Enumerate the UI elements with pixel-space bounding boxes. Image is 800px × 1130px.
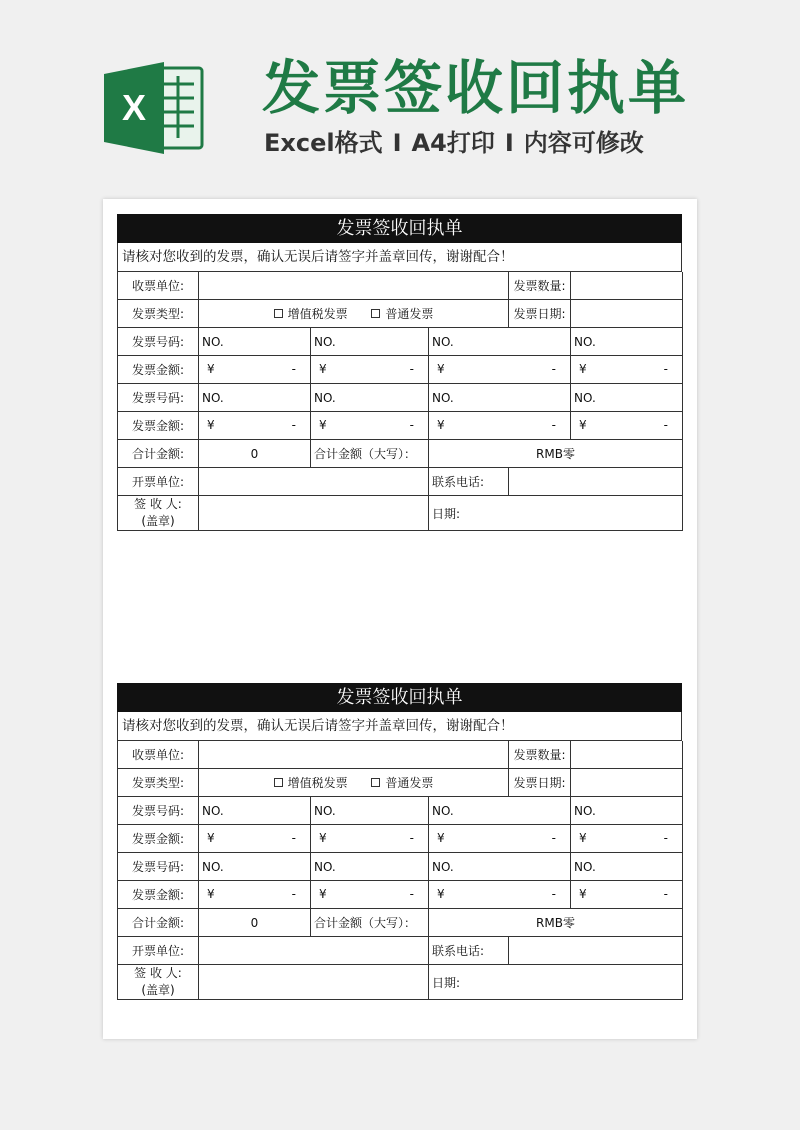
receiver-unit-field[interactable] [199, 272, 509, 300]
invoice-amount-label: 发票金额: [118, 825, 199, 853]
invoice-number-field[interactable]: NO. [429, 384, 571, 412]
subtitle-editable: 内容可修改 [523, 129, 644, 157]
table-row [118, 300, 683, 328]
invoice-date-field[interactable] [571, 300, 683, 328]
invoice-number-field[interactable]: NO. [571, 384, 683, 412]
yen-symbol: ¥ [319, 418, 327, 432]
receipt-form [117, 683, 682, 1000]
subtitle-separator: I [504, 129, 514, 157]
amount-value: - [551, 362, 557, 376]
invoice-amount-field[interactable] [199, 356, 311, 384]
amount-value: - [291, 887, 296, 901]
yen-symbol: ¥ [207, 418, 215, 432]
page-subtitle [264, 125, 644, 161]
phone-label: 联系电话: [429, 937, 509, 965]
excel-logo-icon [104, 60, 204, 156]
invoice-amount-field[interactable] [571, 825, 683, 853]
amount-value: - [291, 831, 296, 845]
invoice-amount-field[interactable] [571, 356, 683, 384]
invoice-amount-field[interactable] [199, 825, 311, 853]
yen-symbol: ¥ [579, 362, 587, 376]
invoice-type-options [199, 769, 509, 797]
invoice-number-field[interactable]: NO. [199, 853, 311, 881]
invoice-type-label: 发票类型: [118, 300, 199, 328]
total-amount-value[interactable]: 0 [199, 440, 311, 468]
table-row [118, 769, 683, 797]
receipt-form [117, 214, 682, 531]
table-row [118, 440, 683, 468]
date-field[interactable] [429, 496, 683, 531]
page-title: 发票签收回执单 [262, 54, 690, 122]
invoice-amount-field[interactable] [199, 881, 311, 909]
svg-text:X: X [121, 87, 147, 128]
subtitle-format: Excel格式 [264, 129, 383, 157]
table-row [118, 328, 683, 356]
seal-label: (盖章) [141, 514, 175, 528]
checkbox-icon[interactable] [274, 778, 283, 787]
invoice-number-field[interactable]: NO. [571, 797, 683, 825]
yen-symbol: ¥ [319, 887, 327, 901]
total-amount-label: 合计金额: [118, 440, 199, 468]
amount-value: - [409, 887, 414, 901]
normal-option[interactable] [371, 776, 433, 790]
invoice-number-field[interactable]: NO. [199, 384, 311, 412]
table-row [118, 741, 683, 769]
invoice-number-field[interactable]: NO. [429, 797, 571, 825]
receiver-unit-label: 收票单位: [118, 741, 199, 769]
table-row [118, 272, 683, 300]
date-label: 日期: [432, 506, 461, 521]
invoice-amount-field[interactable] [571, 412, 683, 440]
invoice-amount-field[interactable] [199, 412, 311, 440]
table-row [118, 965, 683, 1000]
invoice-amount-field[interactable] [429, 412, 571, 440]
table-row [118, 356, 683, 384]
amount-value: - [409, 831, 414, 845]
signature-field[interactable] [199, 965, 429, 1000]
total-upper-label: 合计金额（大写）： [311, 440, 429, 468]
normal-option-label: 普通发票 [385, 776, 434, 790]
signer-label-text: 签 收 人: [134, 497, 182, 511]
invoice-amount-field[interactable] [429, 356, 571, 384]
vat-option-label: 增值税发票 [287, 776, 348, 790]
yen-symbol: ¥ [207, 887, 215, 901]
table-row [118, 937, 683, 965]
invoice-number-field[interactable]: NO. [311, 797, 429, 825]
date-label: 日期: [432, 975, 461, 990]
total-amount-label: 合计金额: [118, 909, 199, 937]
total-upper-value[interactable]: RMB零 [429, 909, 683, 937]
receiver-unit-label: 收票单位: [118, 272, 199, 300]
form-title: 发票签收回执单 [117, 683, 682, 712]
invoice-type-options [199, 300, 509, 328]
invoice-number-label: 发票号码: [118, 328, 199, 356]
signer-label-text: 签 收 人: [134, 966, 182, 980]
table-row [118, 909, 683, 937]
table-row [118, 468, 683, 496]
invoice-amount-label: 发票金额: [118, 412, 199, 440]
table-row [118, 496, 683, 531]
table-row [118, 797, 683, 825]
invoice-amount-field[interactable] [311, 825, 429, 853]
form-title: 发票签收回执单 [117, 214, 682, 243]
yen-symbol: ¥ [437, 831, 445, 845]
page-header [0, 0, 800, 200]
issuer-unit-label: 开票单位: [118, 937, 199, 965]
invoice-count-field[interactable] [571, 741, 683, 769]
invoice-amount-label: 发票金额: [118, 881, 199, 909]
seal-label: (盖章) [141, 983, 175, 997]
checkbox-icon[interactable] [274, 309, 283, 318]
yen-symbol: ¥ [207, 831, 215, 845]
invoice-type-label: 发票类型: [118, 769, 199, 797]
amount-value: - [409, 362, 414, 376]
yen-symbol: ¥ [579, 887, 587, 901]
invoice-number-label: 发票号码: [118, 853, 199, 881]
table-row [118, 853, 683, 881]
yen-symbol: ¥ [579, 418, 587, 432]
table-row [118, 384, 683, 412]
yen-symbol: ¥ [319, 362, 327, 376]
table-row [118, 825, 683, 853]
invoice-date-field[interactable] [571, 769, 683, 797]
yen-symbol: ¥ [319, 831, 327, 845]
form-notice: 请核对您收到的发票，确认无误后请签字并盖章回传，谢谢配合！ [117, 712, 682, 741]
issuer-unit-label: 开票单位: [118, 468, 199, 496]
checkbox-icon[interactable] [371, 778, 380, 787]
invoice-number-field[interactable]: NO. [311, 328, 429, 356]
issuer-unit-field[interactable] [199, 937, 429, 965]
checkbox-icon[interactable] [371, 309, 380, 318]
invoice-number-field[interactable]: NO. [429, 328, 571, 356]
date-field[interactable] [429, 965, 683, 1000]
invoice-number-field[interactable]: NO. [311, 853, 429, 881]
subtitle-separator: I [392, 129, 402, 157]
amount-value: - [291, 362, 296, 376]
invoice-amount-field[interactable] [311, 881, 429, 909]
phone-label: 联系电话: [429, 468, 509, 496]
invoice-date-label: 发票日期: [509, 300, 571, 328]
invoice-amount-field[interactable] [429, 825, 571, 853]
invoice-date-label: 发票日期: [509, 769, 571, 797]
form-table [117, 741, 683, 1000]
invoice-count-label: 发票数量: [509, 741, 571, 769]
form-table [117, 272, 683, 531]
amount-value: - [663, 887, 669, 901]
amount-value: - [291, 418, 296, 432]
signer-label [118, 496, 199, 531]
document-page [103, 199, 697, 1039]
invoice-amount-field[interactable] [311, 412, 429, 440]
amount-value: - [663, 362, 669, 376]
amount-value: - [663, 418, 669, 432]
yen-symbol: ¥ [437, 418, 445, 432]
invoice-number-field[interactable]: NO. [571, 328, 683, 356]
invoice-number-field[interactable]: NO. [199, 797, 311, 825]
yen-symbol: ¥ [437, 887, 445, 901]
invoice-count-field[interactable] [571, 272, 683, 300]
invoice-number-field[interactable]: NO. [429, 853, 571, 881]
invoice-number-label: 发票号码: [118, 384, 199, 412]
form-notice: 请核对您收到的发票，确认无误后请签字并盖章回传，谢谢配合！ [117, 243, 682, 272]
amount-value: - [551, 831, 557, 845]
amount-value: - [551, 418, 557, 432]
vat-option-label: 增值税发票 [287, 307, 348, 321]
total-upper-label: 合计金额（大写）： [311, 909, 429, 937]
phone-field[interactable] [509, 937, 683, 965]
total-amount-value[interactable]: 0 [199, 909, 311, 937]
signature-field[interactable] [199, 496, 429, 531]
yen-symbol: ¥ [207, 362, 215, 376]
vat-option[interactable] [274, 776, 348, 790]
vat-option[interactable] [274, 307, 348, 321]
amount-value: - [551, 887, 557, 901]
normal-option-label: 普通发票 [385, 307, 434, 321]
invoice-amount-field[interactable] [311, 356, 429, 384]
amount-value: - [409, 418, 414, 432]
invoice-amount-label: 发票金额: [118, 356, 199, 384]
amount-value: - [663, 831, 669, 845]
total-upper-value[interactable]: RMB零 [429, 440, 683, 468]
invoice-amount-field[interactable] [429, 881, 571, 909]
invoice-number-label: 发票号码: [118, 797, 199, 825]
table-row [118, 412, 683, 440]
issuer-unit-field[interactable] [199, 468, 429, 496]
subtitle-print: A4打印 [411, 129, 495, 157]
receiver-unit-field[interactable] [199, 741, 509, 769]
phone-field[interactable] [509, 468, 683, 496]
invoice-number-field[interactable]: NO. [199, 328, 311, 356]
invoice-number-field[interactable]: NO. [311, 384, 429, 412]
signer-label [118, 965, 199, 1000]
invoice-amount-field[interactable] [571, 881, 683, 909]
table-row [118, 881, 683, 909]
invoice-number-field[interactable]: NO. [571, 853, 683, 881]
invoice-count-label: 发票数量: [509, 272, 571, 300]
yen-symbol: ¥ [579, 831, 587, 845]
normal-option[interactable] [371, 307, 433, 321]
yen-symbol: ¥ [437, 362, 445, 376]
